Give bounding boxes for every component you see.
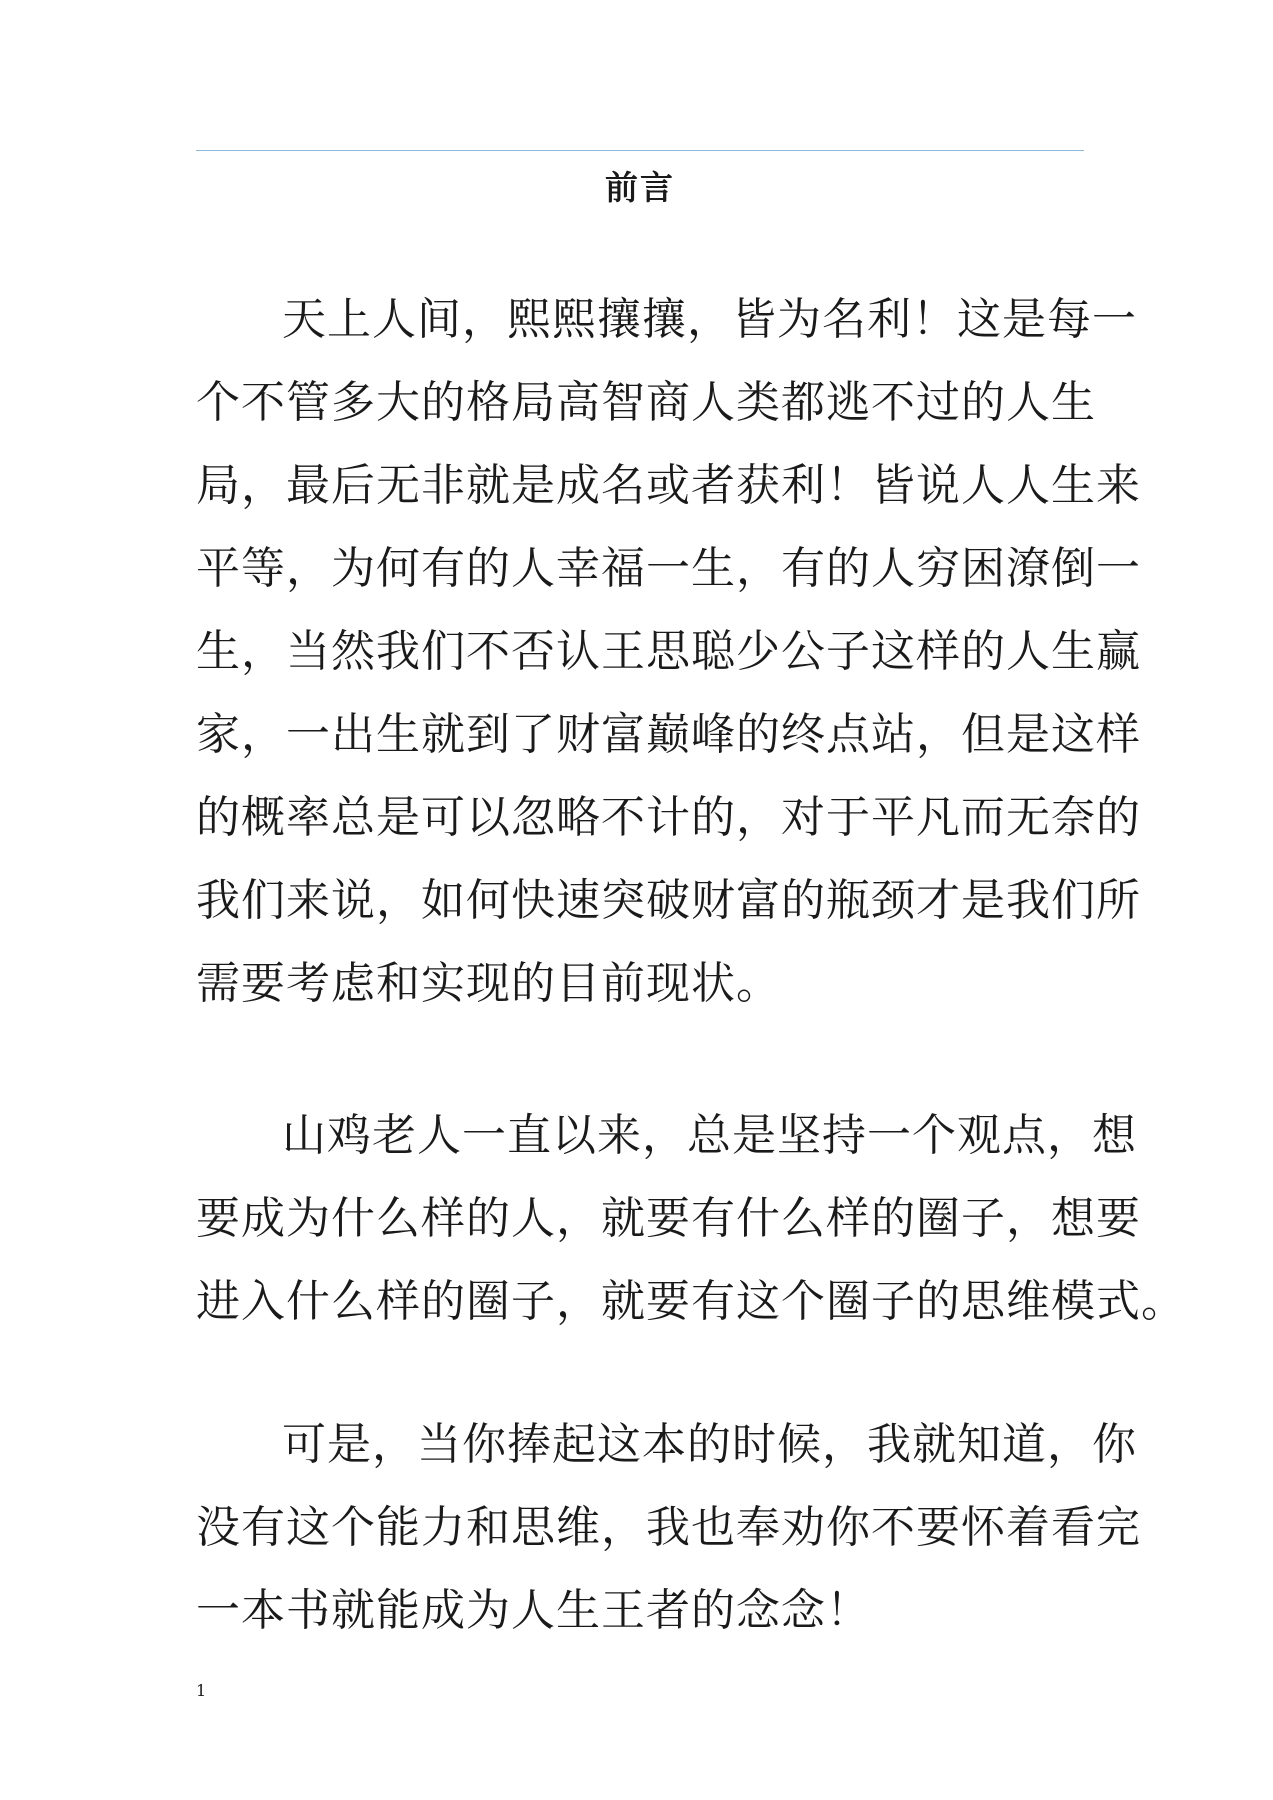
paragraph-line: 进入什么样的圈子，就要有这个圈子的思维模式。 — [196, 1276, 1186, 1327]
paragraph-line: 需要考虑和实现的目前现状。 — [196, 958, 781, 1009]
paragraph-line: 要成为什么样的人，就要有什么样的圈子，想要 — [196, 1193, 1141, 1244]
paragraph-line: 个不管多大的格局高智商人类都逃不过的人生 — [196, 377, 1096, 428]
paragraph-line: 我们来说，如何快速突破财富的瓶颈才是我们所 — [196, 875, 1141, 926]
page-number: 1 — [196, 1681, 207, 1700]
paragraph-line: 平等，为何有的人幸福一生，有的人穷困潦倒一 — [196, 543, 1141, 594]
paragraph-line: 家，一出生就到了财富巅峰的终点站，但是这样 — [196, 709, 1141, 760]
paragraph-line: 天上人间，熙熙攘攘，皆为名利！这是每一 — [282, 294, 1137, 345]
paragraph-2 — [196, 1094, 1186, 1343]
header-rule — [196, 150, 1084, 151]
page-title: 前言 — [605, 168, 675, 207]
paragraph-1 — [196, 278, 1141, 1025]
paragraph-line: 的概率总是可以忽略不计的，对于平凡而无奈的 — [196, 792, 1141, 843]
paragraph-line: 局，最后无非就是成名或者获利！皆说人人生来 — [196, 460, 1141, 511]
paragraph-line: 山鸡老人一直以来，总是坚持一个观点，想 — [282, 1110, 1137, 1161]
paragraph-line: 一本书就能成为人生王者的念念！ — [196, 1585, 871, 1636]
paragraph-line: 可是，当你捧起这本的时候，我就知道，你 — [282, 1419, 1137, 1470]
paragraph-3 — [196, 1403, 1141, 1652]
paragraph-line: 生，当然我们不否认王思聪少公子这样的人生赢 — [196, 626, 1141, 677]
paragraph-line: 没有这个能力和思维，我也奉劝你不要怀着看完 — [196, 1502, 1141, 1553]
